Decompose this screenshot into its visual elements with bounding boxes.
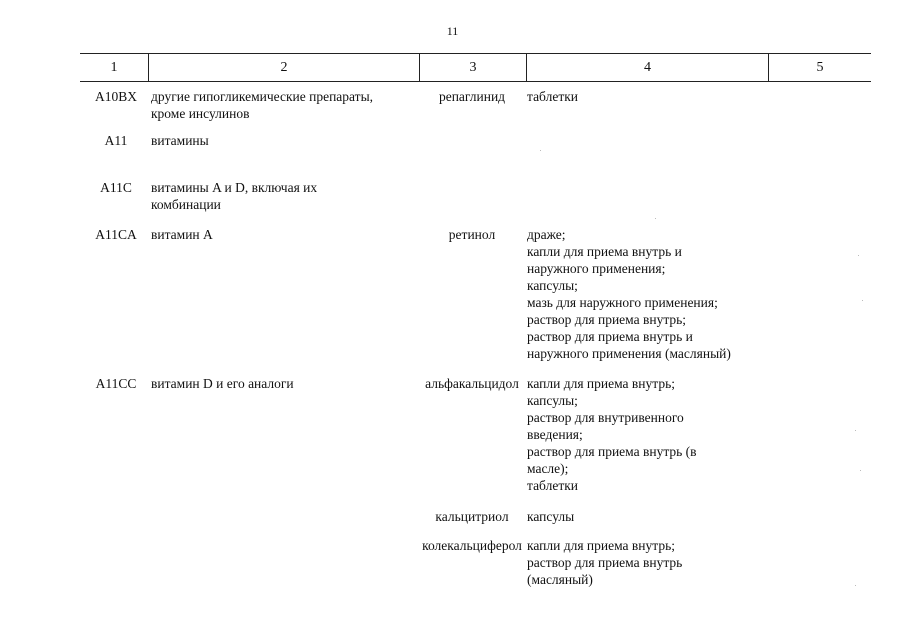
- atc-group: витамины: [151, 133, 209, 148]
- atc-group: витамин A: [151, 227, 213, 242]
- scan-speck: [855, 585, 856, 586]
- header-cell-1: 1: [110, 60, 118, 75]
- atc-code: A11CA: [95, 227, 137, 242]
- drug-name: кальцитриол: [435, 509, 509, 524]
- drug-name: альфакальцидол: [425, 376, 519, 391]
- atc-code: A10BX: [94, 89, 137, 104]
- page-number: 11: [446, 24, 459, 38]
- atc-group: другие гипогликемические препараты, кроме инсулинов: [151, 89, 374, 121]
- header-bottom-rule: [80, 81, 871, 82]
- dosage-form: капли для приема внутрь; раствор для приема внутрь (масляный): [527, 538, 683, 587]
- header-cell-3: 3: [469, 60, 477, 75]
- scan-speck: [655, 218, 656, 219]
- header-cell-5: 5: [816, 60, 824, 75]
- atc-group: витамины A и D, включая их комбинации: [151, 180, 318, 212]
- header-cell-2: 2: [280, 60, 288, 75]
- scan-speck: [862, 300, 863, 301]
- atc-code: A11: [104, 133, 128, 148]
- dosage-form: капсулы: [527, 509, 575, 524]
- header-top-rule: [80, 53, 871, 54]
- scan-speck: [540, 150, 541, 151]
- atc-code: A11C: [100, 180, 132, 195]
- scan-speck: [855, 430, 856, 431]
- drug-name: репаглинид: [438, 89, 506, 104]
- dosage-form: капли для приема внутрь; капсулы; раствор для внутривенного введения; раствор для приема внутрь (в масле); таблетки: [527, 376, 697, 493]
- drug-name: ретинол: [448, 227, 496, 242]
- dosage-form: драже; капли для приема внутрь и наружного применения; капсулы; мазь для наружного применения; раствор для приема внутрь; раствор для приема внутрь и наружного применения (масляный): [527, 227, 731, 361]
- scan-speck: [860, 470, 861, 471]
- atc-code: A11CC: [95, 376, 137, 391]
- atc-group: витамин D и его аналоги: [151, 376, 294, 391]
- dosage-form: таблетки: [527, 89, 579, 104]
- header-cell-4: 4: [644, 60, 651, 75]
- scan-speck: [858, 255, 859, 256]
- drug-name: колекальциферол: [422, 538, 522, 553]
